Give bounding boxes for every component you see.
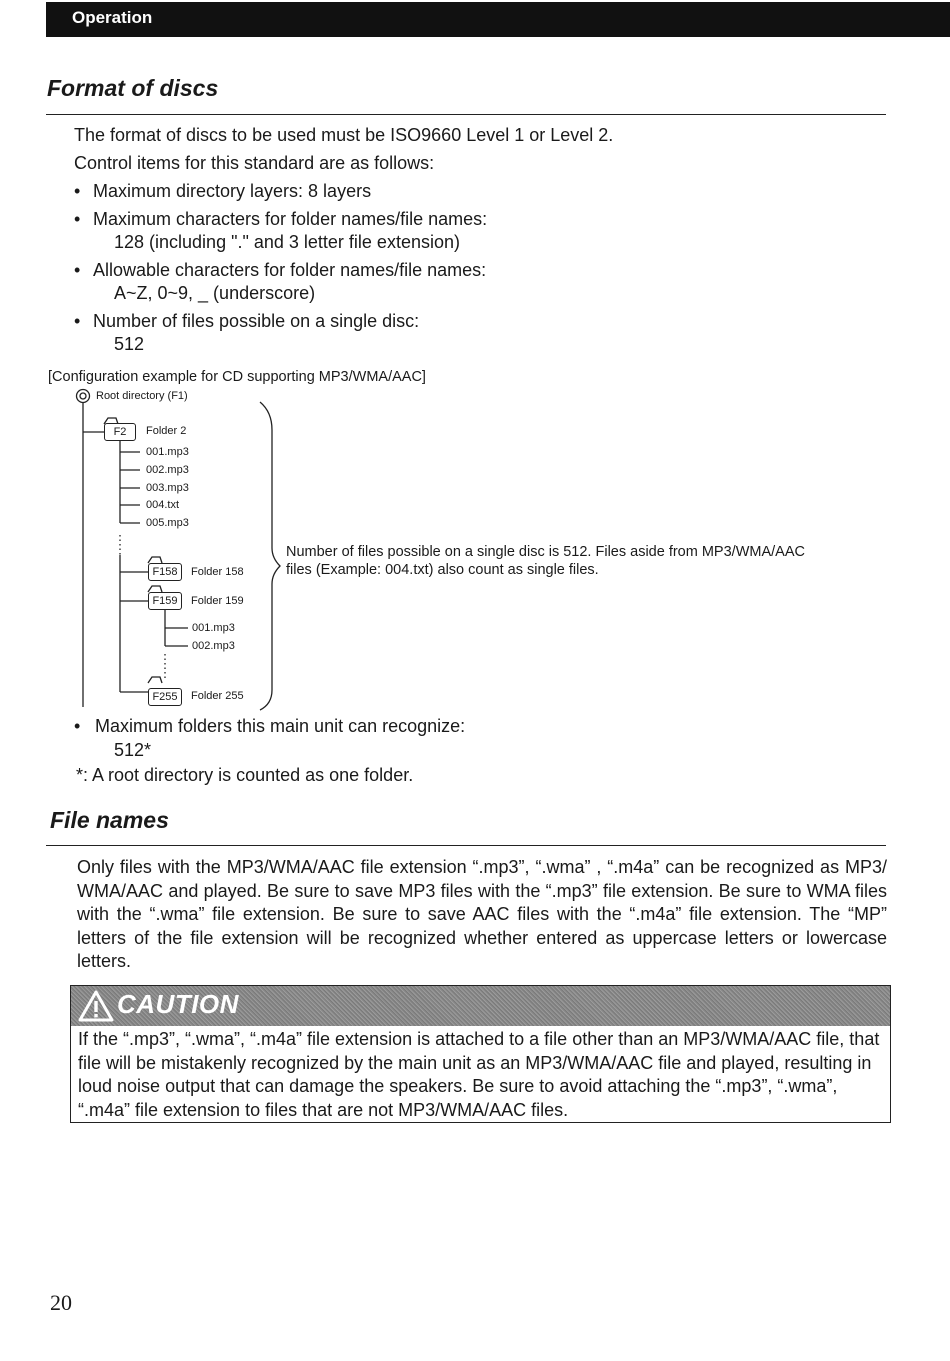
file-label: 001.mp3: [146, 446, 189, 458]
format-intro-2: Control items for this standard are as follows:: [74, 153, 435, 173]
bullet-mark: •: [74, 209, 81, 229]
diagram-note-line-2: files (Example: 004.txt) also count as single files.: [286, 562, 599, 578]
file-names-title: File names: [50, 807, 169, 833]
folder-box-f2: F2: [104, 423, 136, 441]
caution-text: If the “.mp3”, “.wma”, “.m4a” file extension is attached to a file other than an MP3/WMA/AAC file, that file will be mistakenly recognized by the main unit as an MP3/WMA/AAC file and played, resulting in loud noise output that can damage the speakers. Be sure to avoid attaching the “.mp3”, “.wma”, “.m4a” file extension to files that are not MP3/WMA/AAC files.: [78, 1029, 880, 1120]
root-directory-label: Root directory (F1): [96, 390, 188, 402]
root-circle: [77, 390, 90, 403]
title-underline: [46, 845, 886, 846]
file-label: 001.mp3: [192, 622, 235, 634]
folder-label: Folder 255: [191, 690, 244, 702]
max-folders-text: Maximum folders this main unit can recognize:: [95, 716, 466, 736]
list-item-detail: 512: [114, 334, 145, 354]
section-header-label: Operation: [72, 8, 153, 27]
folder-box-f255: F255: [148, 688, 182, 706]
root-circle-inner: [80, 393, 86, 399]
file-label: 002.mp3: [146, 464, 189, 476]
max-folders-value: 512*: [114, 740, 152, 760]
folder-box-f158: F158: [148, 563, 182, 581]
folder-label: Folder 158: [191, 566, 244, 578]
folder-label: Folder 2: [146, 425, 187, 437]
bullet-mark: •: [74, 716, 81, 736]
folder-label: Folder 159: [191, 595, 244, 607]
bullet-mark: •: [74, 311, 81, 331]
format-of-discs-title: Format of discs: [47, 75, 219, 101]
bullet-mark: •: [74, 181, 81, 201]
list-item: Maximum characters for folder names/file names:: [93, 209, 488, 229]
format-intro-1: The format of discs to be used must be ISO9660 Level 1 or Level 2.: [74, 125, 614, 145]
caution-title: CAUTION: [117, 989, 239, 1019]
folder-box-f159: F159: [148, 592, 182, 610]
bullet-mark: •: [74, 260, 81, 280]
file-names-paragraph: Only files with the MP3/WMA/AAC file extension “.mp3”, “.wma” , “.m4a” can be recognized as MP3/ WMA/AAC and played. Be sure to save MP3 files with the “.mp3” file extension. Be sure to WMA files with the “.wma” file extension. Be sure to save AAC files with the “.m4a” file extension. The “MP” letters of the file extension will be recognized whether entered as uppercase letters or lowercase letters.: [77, 857, 887, 971]
list-item: Allowable characters for folder names/file names:: [93, 260, 487, 280]
diagram-note-line-1: Number of files possible on a single disc is 512. Files aside from MP3/WMA/AAC: [286, 544, 805, 560]
list-item: Number of files possible on a single disc:: [93, 311, 420, 331]
warning-triangle-icon: [77, 989, 115, 1023]
file-label: 002.mp3: [192, 640, 235, 652]
file-label: 003.mp3: [146, 482, 189, 494]
footnote: *: A root directory is counted as one folder.: [76, 765, 414, 785]
page-number: 20: [50, 1290, 72, 1315]
diagram-caption: [Configuration example for CD supporting MP3/WMA/AAC]: [48, 369, 426, 385]
list-item-detail: A~Z, 0~9, _ (underscore): [114, 283, 316, 303]
list-item: Maximum directory layers: 8 layers: [93, 181, 372, 201]
file-label: 004.txt: [146, 499, 180, 511]
list-item-detail: 128 (including "." and 3 letter file extension): [114, 232, 460, 252]
caution-box: [70, 985, 891, 1123]
file-label: 005.mp3: [146, 517, 189, 529]
